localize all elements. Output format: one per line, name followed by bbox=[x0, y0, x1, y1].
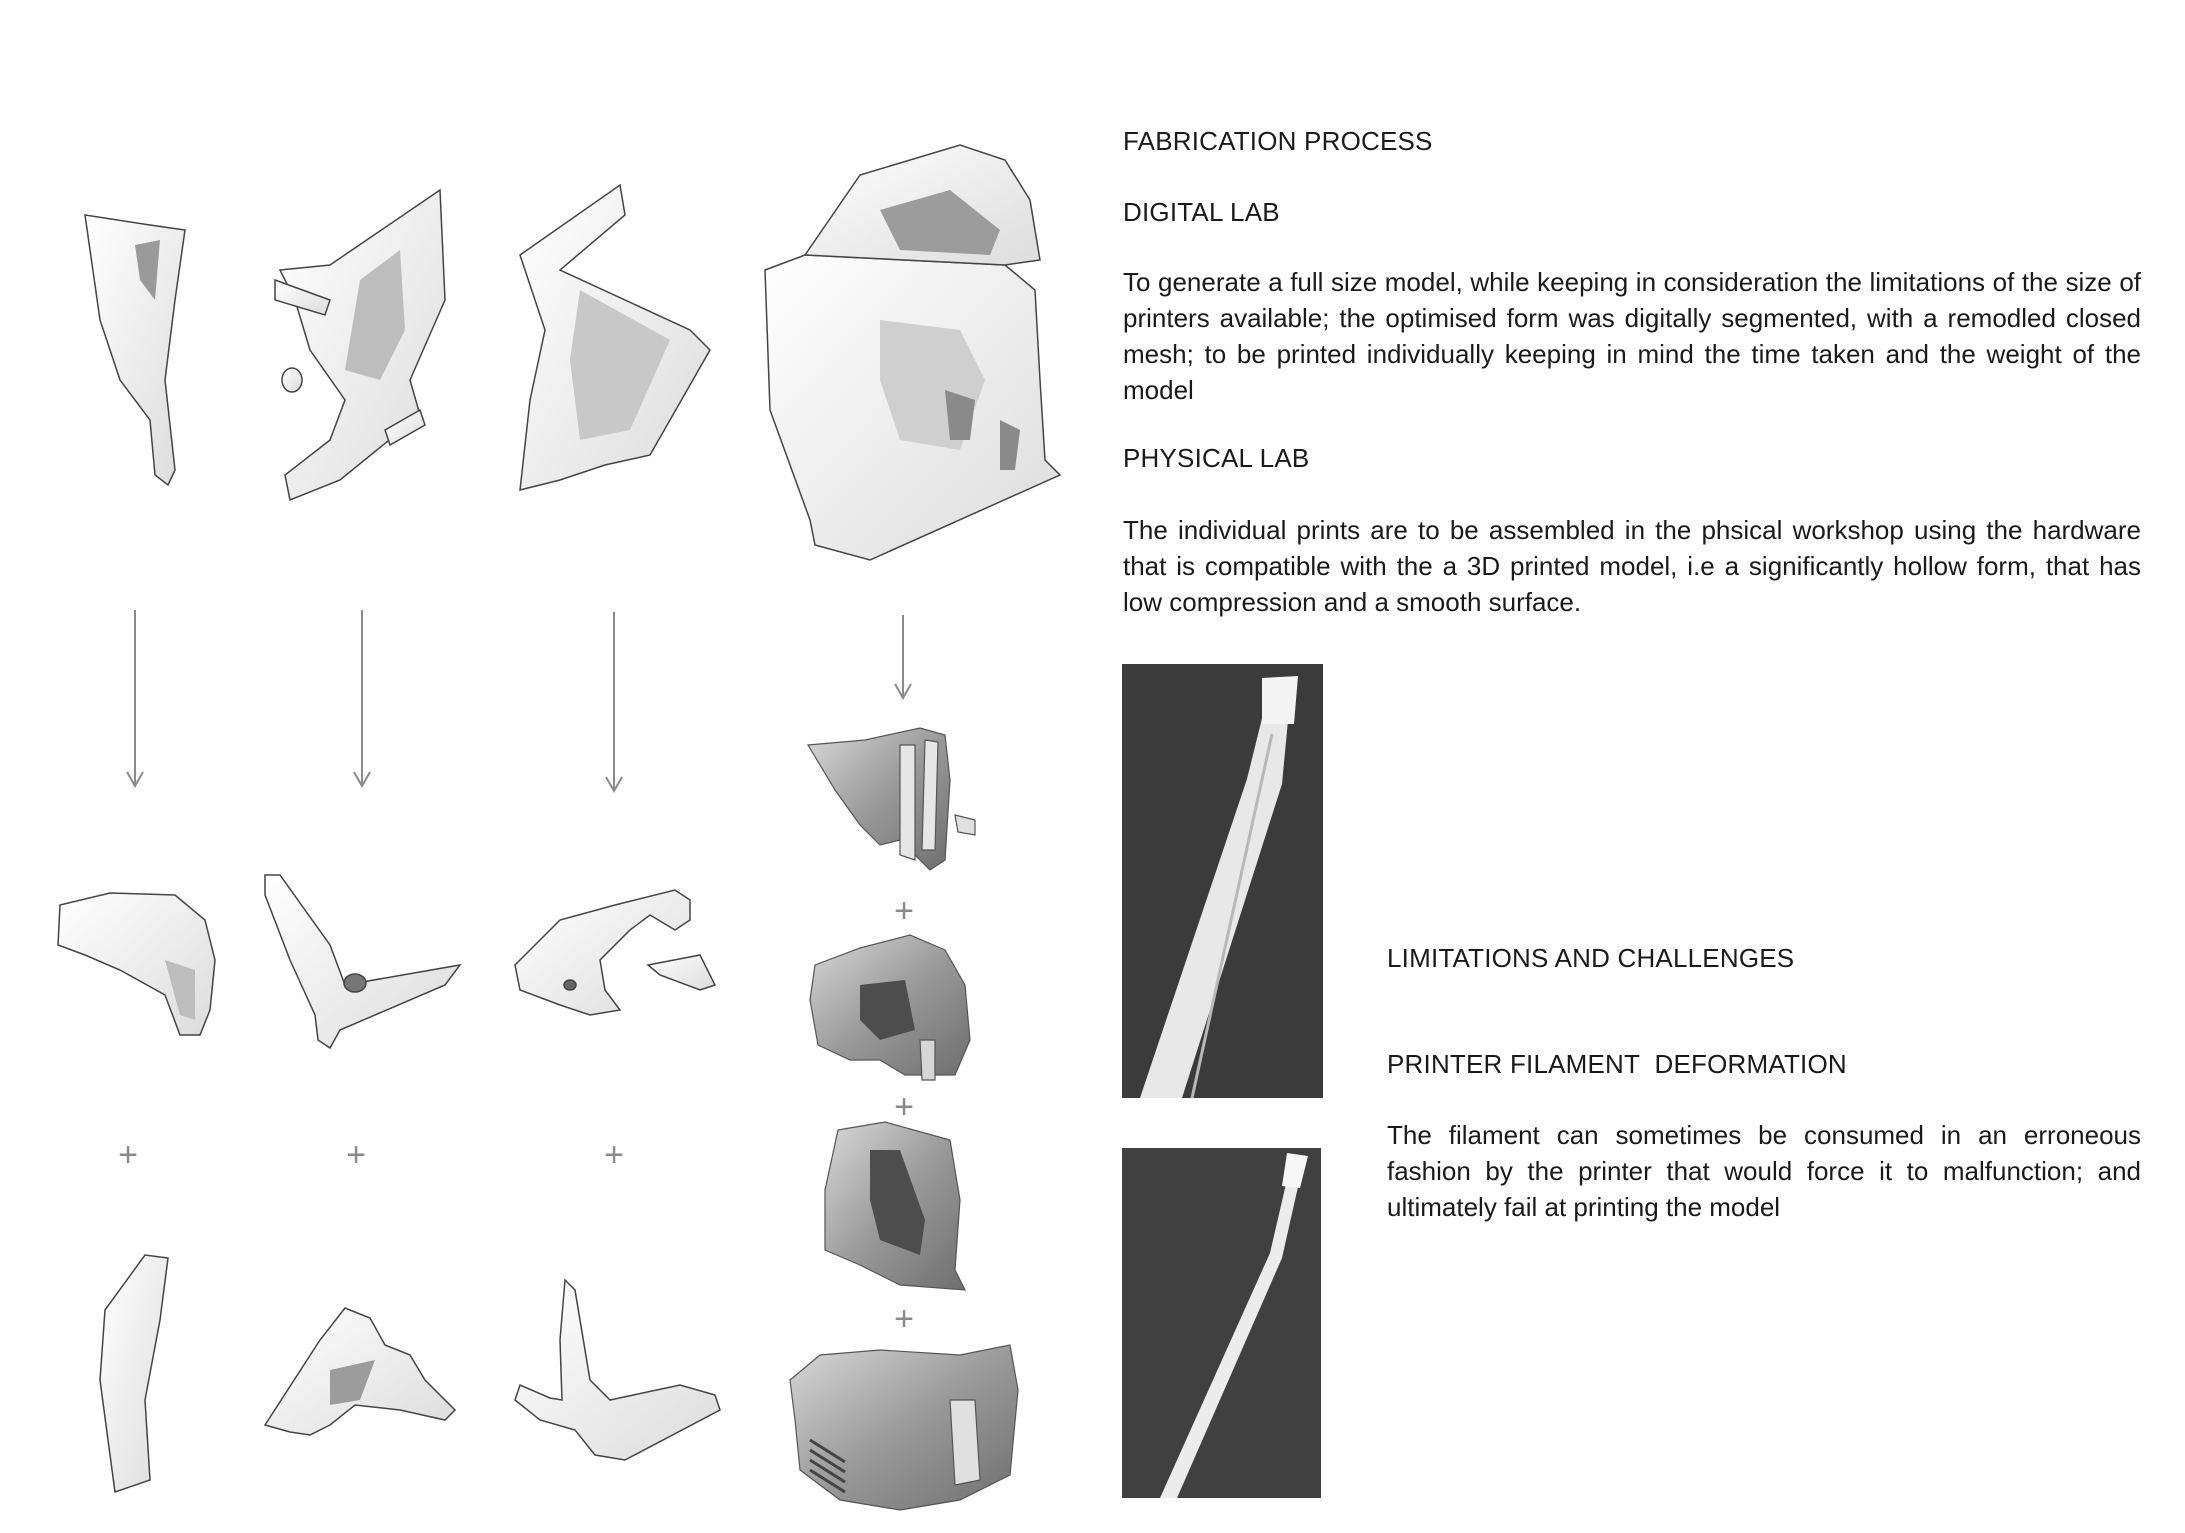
printed-piece-4 bbox=[790, 1345, 1018, 1510]
arrow-down-4 bbox=[895, 615, 911, 698]
limitations-title: LIMITATIONS AND CHALLENGES bbox=[1387, 943, 1795, 973]
printed-piece-3 bbox=[825, 1122, 965, 1290]
piece-2b bbox=[265, 1308, 455, 1435]
plus-1: + bbox=[118, 1136, 138, 1174]
arrow-down-3 bbox=[606, 612, 622, 791]
digital-lab-text: To generate a full size model, while keeping in consideration the limitations of the size of printers available; the optimised form was digitally segmented, with a remodled closed mesh; to be printed individually keeping in mind the time taken and the weight of the model bbox=[1123, 267, 2141, 405]
printed-piece-2 bbox=[810, 935, 970, 1080]
printed-piece-1 bbox=[808, 728, 975, 870]
filament-photo-bottom bbox=[1122, 1148, 1321, 1498]
filament-deformation-title: PRINTER FILAMENT DEFORMATION bbox=[1387, 1049, 1847, 1079]
plus-2: + bbox=[346, 1136, 366, 1174]
arrow-down-1 bbox=[127, 610, 143, 786]
model-segment-1 bbox=[85, 215, 185, 485]
arrows bbox=[127, 610, 911, 791]
digital-lab-title: DIGITAL LAB bbox=[1123, 197, 1280, 227]
filament-photo-top bbox=[1122, 664, 1323, 1098]
piece-1a bbox=[58, 893, 215, 1035]
fabrication-process-title: FABRICATION PROCESS bbox=[1123, 126, 1433, 156]
plus-6: + bbox=[894, 1300, 914, 1338]
plus-5: + bbox=[894, 1088, 914, 1126]
arrow-down-2 bbox=[354, 610, 370, 786]
physical-lab-title: PHYSICAL LAB bbox=[1123, 443, 1310, 473]
model-segment-2 bbox=[275, 190, 445, 500]
filament-deformation-text: The filament can sometimes be consumed in an erroneous fashion by the printer that would force it to malfunction; and ultimately fail at printing the model bbox=[1387, 1120, 2141, 1222]
model-segment-3 bbox=[520, 185, 710, 490]
piece-3a bbox=[515, 890, 715, 1015]
piece-2a bbox=[265, 875, 460, 1048]
plus-4: + bbox=[894, 892, 914, 930]
plus-3: + bbox=[604, 1136, 624, 1174]
plus-signs bbox=[118, 892, 914, 1338]
piece-3b bbox=[515, 1280, 720, 1460]
physical-lab-text: The individual prints are to be assembled in the phsical workshop using the hardware that is compatible with the a 3D printed model, i.e a significantly hollow form, that has low compression and a smooth surface. bbox=[1123, 515, 2141, 617]
model-segment-4-assembled bbox=[765, 145, 1060, 560]
piece-1b bbox=[100, 1255, 168, 1492]
